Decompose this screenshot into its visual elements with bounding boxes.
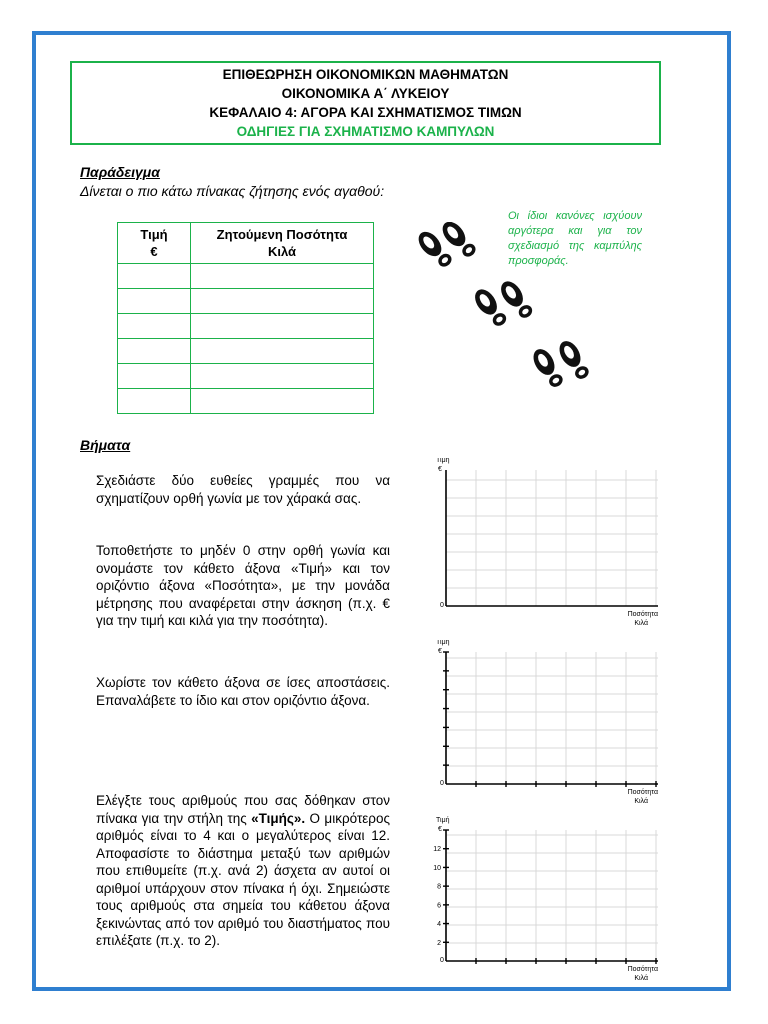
- graph-axis-divisions: [432, 640, 672, 808]
- header-line-1: ΕΠΙΘΕΩΡΗΣΗ ΟΙΚΟΝΟΜΙΚΩΝ ΜΑΘΗΜΑΤΩΝ: [222, 67, 509, 82]
- header-line-2: ΟΙΚΟΝΟΜΙΚΑ Α΄ ΛΥΚΕΙΟΥ: [281, 86, 450, 101]
- quantity-cell: [191, 364, 374, 389]
- step-4-text: [96, 792, 390, 950]
- y-tick-label: 12: [433, 846, 441, 854]
- example-title: Παράδειγμα: [80, 164, 160, 180]
- price-cell: [118, 364, 191, 389]
- x-axis-unit: Κιλά: [634, 798, 648, 805]
- graph-axes: [432, 458, 672, 630]
- x-axis-label: Ποσότητα: [627, 966, 658, 973]
- x-axis-unit: Κιλά: [634, 975, 648, 982]
- step-2-text: Τοποθετήστε το μηδέν 0 στην ορθή γωνία και ονομάστε τον κάθετο άξονα «Τιμή» και τον οριζόντιο άξονα «Ποσότητα», με την μονάδα μέτρησης που αναφέρεται στην άσκηση (π.χ. € για την τιμή και κιλά για την ποσότητα).: [96, 543, 390, 628]
- quantity-cell: [191, 339, 374, 364]
- price-header: [118, 223, 191, 264]
- demand-table: [117, 222, 374, 414]
- x-axis-unit: Κιλά: [634, 620, 648, 627]
- example-intro: Δίνεται ο πιο κάτω πίνακας ζήτησης ενός αγαθού:: [80, 183, 385, 199]
- y-tick-label: 8: [437, 883, 441, 891]
- y-tick-label: 6: [437, 902, 441, 910]
- y-axis-label: Τιμή: [436, 640, 450, 646]
- table-row: [118, 364, 374, 389]
- quantity-header-unit: Κιλά: [267, 244, 297, 259]
- origin-label: 0: [440, 957, 444, 964]
- price-cell: [118, 389, 191, 414]
- y-axis-unit: €: [438, 648, 442, 655]
- y-axis-label: Τιμή: [436, 458, 450, 464]
- table-row: [118, 314, 374, 339]
- price-cell: [118, 314, 191, 339]
- quantity-header: [191, 223, 374, 264]
- price-header-label: Τιμή: [140, 227, 168, 242]
- x-axis-label: Ποσότητα: [627, 789, 658, 796]
- origin-label: 0: [440, 602, 444, 609]
- header-line-4: ΟΔΗΓΙΕΣ ΓΙΑ ΣΧΗΜΑΤΙΣΜΟ ΚΑΜΠΥΛΩΝ: [236, 124, 495, 139]
- y-axis-label: Τιμή: [436, 817, 450, 824]
- quantity-header-label: Ζητούμενη Ποσότητα: [216, 227, 348, 242]
- table-header-row: [118, 223, 374, 264]
- step-4-part-2: Ο μικρότερος αριθμός είναι το 4 και ο μεγαλύτερος είναι 12. Αποφασίστε το διάστημα μεταξύ των αριθμών που επιθυμείτε (π.χ. ανά 2) άσχετα αν αυτοί οι αριθμοί υπάρχουν στον πίνακα ή όχι. Σημειώστε τους αριθμούς στα σημεία του κάθετου άξονα ξεκινώντας από τον αριθμό του διαστήματος που επιλέξατε (π.χ. το 2).: [96, 810, 390, 948]
- steps-title: Βήματα: [80, 437, 131, 453]
- price-cell: [118, 289, 191, 314]
- quantity-cell: [191, 389, 374, 414]
- table-row: [118, 339, 374, 364]
- price-header-unit: €: [150, 244, 158, 259]
- step-1-text: Σχεδιάστε δύο ευθείες γραμμές που να σχηματίζουν ορθή γωνία με τον χάρακά σας.: [96, 473, 390, 506]
- step-3-text: Χωρίστε τον κάθετο άξονα σε ίσες αποστάσεις. Επαναλάβετε το ίδιο και στον οριζόντιο άξονα.: [96, 675, 390, 708]
- graph-price-numbers: [432, 816, 672, 988]
- origin-label: 0: [440, 780, 444, 787]
- footprints-icon: [410, 222, 610, 392]
- supply-note: Οι ίδιοι κανόνες ισχύουν αργότερα και για τον σχεδιασμό της καμπύλης προσφοράς.: [508, 210, 642, 267]
- quantity-cell: [191, 264, 374, 289]
- y-axis-unit: €: [438, 466, 442, 473]
- table-row: [118, 264, 374, 289]
- table-row: [118, 289, 374, 314]
- y-tick-label: 10: [433, 864, 441, 872]
- y-axis-unit: €: [438, 826, 442, 833]
- quantity-cell: [191, 314, 374, 339]
- y-tick-label: 4: [437, 921, 441, 929]
- y-tick-label: 2: [437, 939, 441, 947]
- header-line-3: ΚΕΦΑΛΑΙΟ 4: ΑΓΟΡΑ ΚΑΙ ΣΧΗΜΑΤΙΣΜΟΣ ΤΙΜΩΝ: [209, 105, 522, 120]
- x-axis-label: Ποσότητα: [627, 611, 658, 618]
- quantity-cell: [191, 289, 374, 314]
- price-cell: [118, 264, 191, 289]
- header-box: [70, 61, 661, 145]
- table-row: [118, 389, 374, 414]
- step-4-bold: «Τιμής».: [251, 810, 306, 826]
- price-cell: [118, 339, 191, 364]
- step-4-part-1: Ελέγξτε τους αριθμούς που σας δόθηκαν στον πίνακα για την στήλη της: [96, 793, 390, 826]
